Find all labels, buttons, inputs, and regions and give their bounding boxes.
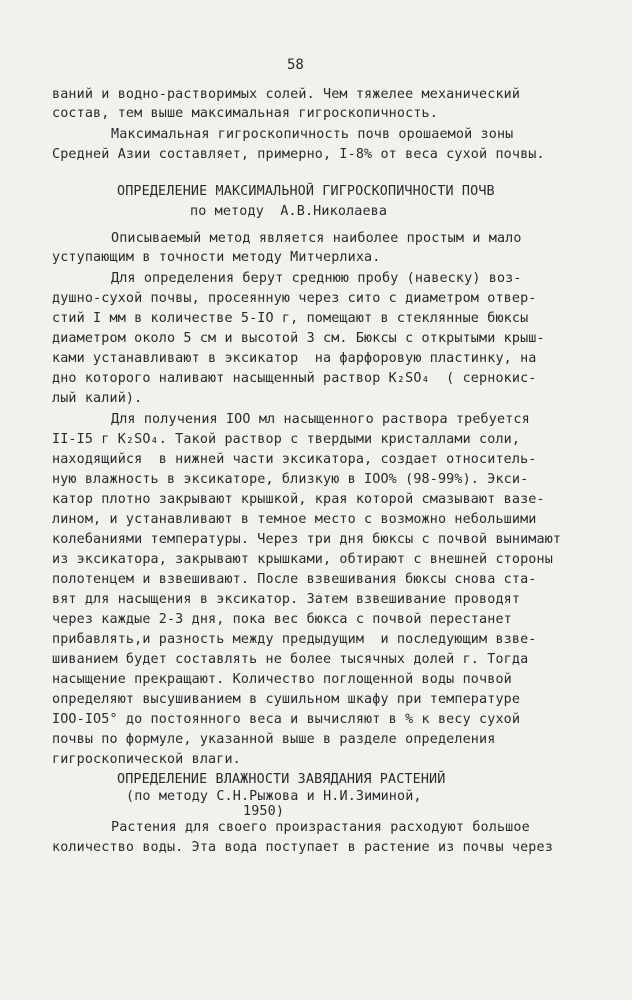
text-line: II-I5 г K₂SO₄. Такой раствор с твердыми кристаллами соли, bbox=[52, 432, 521, 447]
text-line: IOO-IO5° до постоянного веса и вычисляют в % к весу сухой bbox=[52, 712, 521, 727]
text-line: лином, и устанавливают в темное место с возможно небольшими bbox=[52, 512, 537, 527]
text-line: Средней Азии составляет, примерно, I-8% от веса сухой почвы. bbox=[52, 147, 545, 162]
text-line: ную влажность в эксикаторе, близкую в IOO% (98-99%). Экси- bbox=[52, 472, 529, 487]
text-line: почвы по формуле, указанной выше в разделе определения bbox=[52, 732, 496, 747]
text-line: стий I мм в количестве 5-IO г, помещают в стеклянные бюксы bbox=[52, 311, 529, 326]
text-line: Максимальная гигроскопичность почв орошаемой зоны bbox=[111, 127, 514, 142]
text-line: определяют высушиванием в сушильном шкафу при температуре bbox=[52, 692, 521, 707]
text-line: вят для насыщения в эксикатор. Затем взвешивание проводят bbox=[52, 592, 521, 607]
section-subheading: по методу А.В.Николаева bbox=[190, 204, 388, 219]
section-subheading-year: 1950) bbox=[243, 804, 285, 819]
text-line: диаметром около 5 см и высотой 3 см. Бюксы с открытыми крыш- bbox=[52, 331, 545, 346]
text-line: ками устанавливают в эксикатор на фарфоровую пластинку, на bbox=[52, 351, 537, 366]
text-line: Растения для своего произрастания расходуют большое bbox=[111, 820, 530, 835]
text-line: насыщение прекращают. Количество поглощенной воды почвой bbox=[52, 672, 512, 687]
text-line: дно которого наливают насыщенный раствор K₂SO₄ ( сернокис- bbox=[52, 371, 537, 386]
text-line: шиванием будет составлять не более тысячных долей г. Тогда bbox=[52, 652, 529, 667]
section-heading: ОПРЕДЕЛЕНИЕ МАКСИМАЛЬНОЙ ГИГРОСКОПИЧНОСТИ ПОЧВ bbox=[117, 184, 495, 199]
text-line: находящийся в нижней части эксикатора, создает относитель- bbox=[52, 452, 537, 467]
section-subheading: (по методу С.Н.Рыжова и Н.И.Зиминой, bbox=[126, 789, 422, 804]
text-line: душно-сухой почвы, просеянную через сито с диаметром отвер- bbox=[52, 291, 537, 306]
text-line: полотенцем и взвешивают. После взвешивания бюксы снова ста- bbox=[52, 572, 537, 587]
text-line: лый калий). bbox=[52, 391, 143, 406]
text-line: катор плотно закрывают крышкой, края которой смазывают вазе- bbox=[52, 492, 545, 507]
page-number: 58 bbox=[287, 57, 304, 73]
text-line: количество воды. Эта вода поступает в растение из почвы через bbox=[52, 840, 553, 855]
section-heading: ОПРЕДЕЛЕНИЕ ВЛАЖНОСТИ ЗАВЯДАНИЯ РАСТЕНИЙ bbox=[117, 772, 446, 787]
text-line: ваний и водно-растворимых солей. Чем тяжелее механический bbox=[52, 87, 521, 102]
text-line: Для определения берут среднюю пробу (навеску) воз- bbox=[111, 271, 522, 286]
text-line: через каждые 2-3 дня, пока вес бюкса с почвой перестанет bbox=[52, 612, 512, 627]
text-line: Для получения IOO мл насыщенного раствора требуется bbox=[111, 412, 530, 427]
text-line: состав, тем выше максимальная гигроскопичность. bbox=[52, 106, 438, 121]
text-line: Описываемый метод является наиболее простым и мало bbox=[111, 231, 522, 246]
text-line: гигроскопической влаги. bbox=[52, 752, 241, 767]
text-line: прибавлять,и разность между предыдущим и последующим взве- bbox=[52, 632, 537, 647]
text-line: из эксикатора, закрывают крышками, обтирают с внешней стороны bbox=[52, 552, 553, 567]
text-line: колебаниями температуры. Через три дня бюксы с почвой вынимают bbox=[52, 532, 562, 547]
text-line: уступающим в точности методу Митчерлиха. bbox=[52, 250, 381, 265]
